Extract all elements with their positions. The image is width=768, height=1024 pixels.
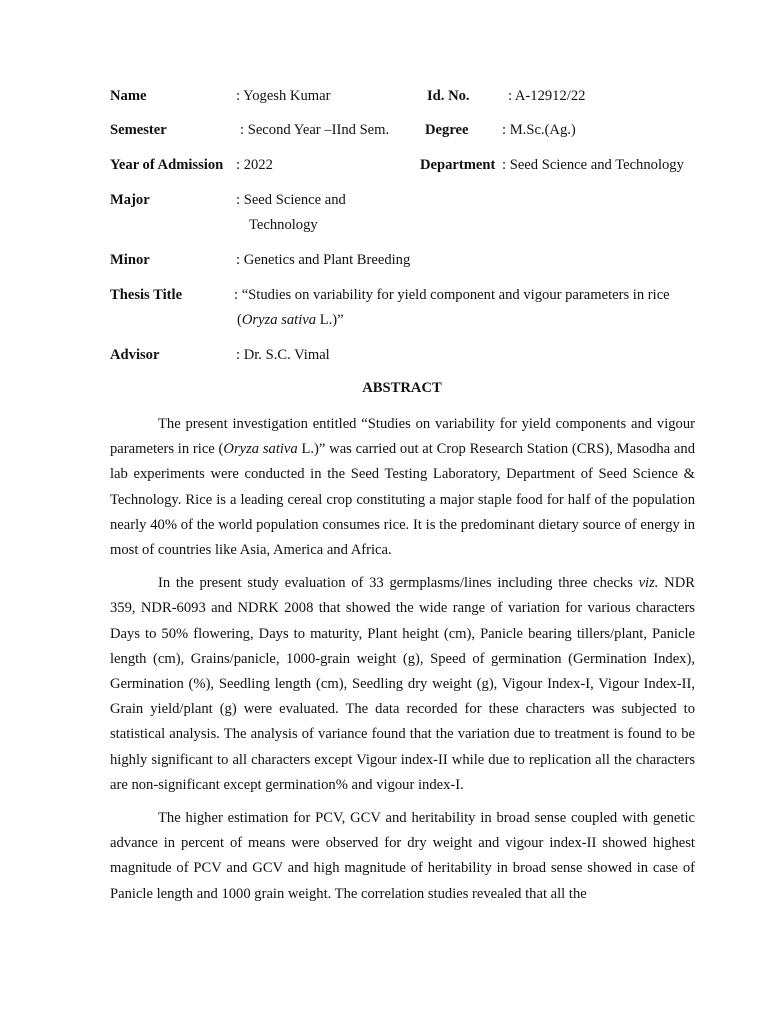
minor-value: : Genetics and Plant Breeding xyxy=(236,252,411,268)
abstract-paragraph-3: The higher estimation for PCV, GCV and heritability in broad sense coupled with genetic advance in percent of means were observed for dry weight and vigour index-II showed highest magnitude of PCV and GCV and high magnitude of heritability in broad sense showed in case of Panicle length and 1000 grain weight. The correlation studies revealed that all the xyxy=(110,810,695,902)
semester-value: : Second Year –IInd Sem. xyxy=(240,122,390,138)
name-label: Name xyxy=(110,88,147,104)
id-value: : A-12912/22 xyxy=(508,88,586,104)
p1-species-name: Oryza sativa xyxy=(223,441,298,458)
p2-text-b: NDR 359, NDR-6093 and NDRK 2008 that showed the wide range of variation for various characters Days to 50% flowering, Days to maturity, Plant height (cm), Panicle bearing tillers/plant, Panicle length (cm), Grains/panicle, 1000-grain weight (g), Speed of germination (Germination Index), Germination (%), Seedling length (cm), Seedling dry weight (g), Vigour Index-I, Vigour Index-II, Grain yield/plant (g) were evaluated. The data recorded for these characters was subjected to statistical analysis. The analysis of variance found that the variation due to treatment is found to be highly significant to all characters except Vigour index-II while due to replication all the characters are non-significant except germination% and vigour index-I. xyxy=(110,575,695,793)
major-label: Major xyxy=(110,192,150,208)
major-value-line1: : Seed Science and xyxy=(236,192,346,208)
id-label: Id. No. xyxy=(427,88,470,104)
thesis-title-label: Thesis Title xyxy=(110,287,183,303)
thesis-title-line2 xyxy=(237,312,344,329)
advisor-label: Advisor xyxy=(110,347,160,363)
degree-value: : M.Sc.(Ag.) xyxy=(502,122,576,138)
abstract-heading: ABSTRACT xyxy=(362,380,442,396)
abstract-paragraph-2 xyxy=(110,571,695,798)
abstract-body xyxy=(110,412,695,915)
department-value: : Seed Science and Technology xyxy=(502,157,684,173)
thesis-title-line1: : “Studies on variability for yield component and vigour parameters in rice xyxy=(234,287,670,303)
major-value-line2: Technology xyxy=(249,217,318,233)
name-value: : Yogesh Kumar xyxy=(236,88,331,104)
p1-text-a: The present investigation entitled “Studies on variability for yield components and vigour parameters in rice ( xyxy=(110,416,695,458)
advisor-value: : Dr. S.C. Vimal xyxy=(236,347,330,363)
minor-label: Minor xyxy=(110,252,150,268)
thesis-open-paren: ( xyxy=(237,312,242,328)
year-of-admission-label: Year of Admission xyxy=(110,157,224,173)
thesis-close-text: L.)” xyxy=(316,312,344,328)
degree-label: Degree xyxy=(425,122,469,138)
year-of-admission-value: : 2022 xyxy=(236,157,273,173)
semester-label: Semester xyxy=(110,122,167,138)
p2-viz: viz. xyxy=(638,575,659,592)
p2-text-a: In the present study evaluation of 33 germplasms/lines including three checks xyxy=(158,575,639,592)
thesis-species-name: Oryza sativa xyxy=(241,312,317,328)
abstract-paragraph-1 xyxy=(110,412,695,563)
department-label: Department xyxy=(420,157,496,173)
p1-text-b: L.)” was carried out at Crop Research Station (CRS), Masodha and lab experiments were conducted in the Seed Testing Laboratory, Department of Seed Science & Technology. Rice is a leading cereal crop constituting a major staple food for half of the population nearly 40% of the world population consumes rice. It is the predominant dietary source of energy in most of countries like Asia, America and Africa. xyxy=(110,441,695,559)
